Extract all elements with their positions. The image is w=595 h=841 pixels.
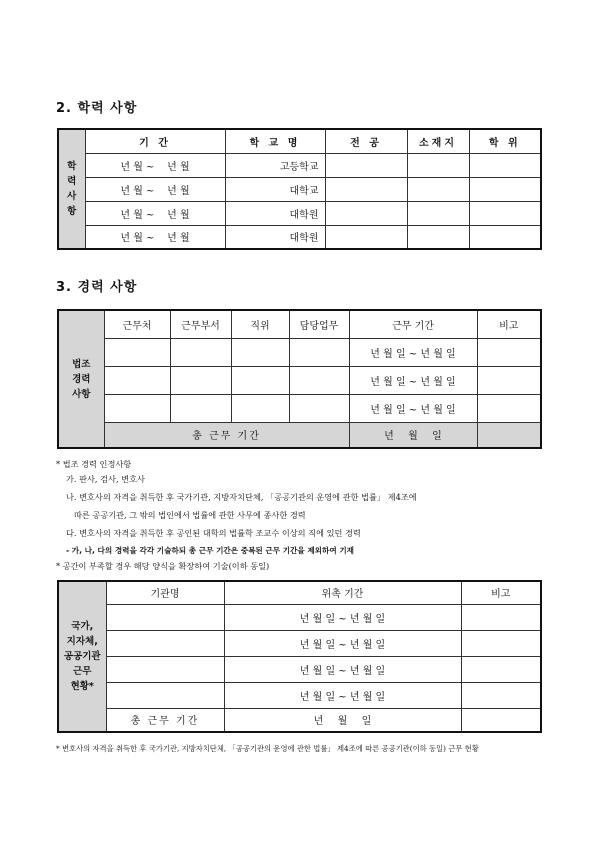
remarks-cell[interactable] (461, 630, 541, 656)
school-cell[interactable]: 대학원 (225, 225, 325, 249)
remarks-cell[interactable] (477, 394, 541, 422)
header-commission-period: 위촉 기간 (224, 581, 461, 604)
career-section-title: 3. 경력 사항 (56, 280, 138, 295)
total-period-value[interactable]: 년 월 일 (349, 422, 477, 448)
education-side-label: 학 력 사 항 (58, 129, 85, 249)
school-cell[interactable]: 대학원 (225, 201, 325, 225)
period-cell[interactable]: 년 월 일 ~ 년 월 일 (349, 338, 477, 366)
career-table (57, 309, 542, 449)
education-section-title: 2. 학력 사항 (56, 101, 138, 116)
workplace-cell[interactable] (104, 338, 170, 366)
period-cell[interactable]: 년 월 ~ 년 월 (85, 177, 225, 201)
career-side-label: 법조 경력 사항 (58, 310, 104, 448)
period-cell[interactable]: 년 월 일 ~ 년 월 일 (224, 682, 461, 708)
note-line: * 법조 경력 인정사항 (56, 459, 132, 469)
department-cell[interactable] (170, 394, 231, 422)
table-row (58, 630, 541, 656)
header-school: 학 교 명 (225, 129, 325, 153)
table-row (58, 656, 541, 682)
header-period: 기 간 (85, 129, 225, 153)
public-institution-table (57, 580, 542, 733)
header-remarks: 비고 (461, 581, 541, 604)
degree-cell[interactable] (469, 153, 541, 177)
major-cell[interactable] (325, 201, 407, 225)
note-line: 따른 공공기관, 그 밖의 법인에서 법률에 관한 사무에 종사한 경력 (74, 510, 306, 520)
education-table (57, 128, 542, 250)
total-period-value[interactable]: 년 월 일 (224, 708, 461, 732)
remarks-cell[interactable] (461, 604, 541, 630)
location-cell[interactable] (407, 225, 469, 249)
header-degree: 학 위 (469, 129, 541, 153)
position-cell[interactable] (231, 394, 289, 422)
table-row (58, 604, 541, 630)
degree-cell[interactable] (469, 201, 541, 225)
remarks-cell[interactable] (477, 338, 541, 366)
note-emphasis: - 가, 나, 다의 경력을 각각 기술하되 총 근무 기간은 중복된 근무 기간을 제외하여 기재 (66, 546, 355, 555)
position-cell[interactable] (231, 366, 289, 394)
header-location: 소재지 (407, 129, 469, 153)
table-row (58, 338, 541, 366)
location-cell[interactable] (407, 177, 469, 201)
note-line: * 공간이 부족할 경우 해당 양식을 확장하여 기술(이하 동일) (56, 561, 270, 571)
institution-cell[interactable] (106, 604, 224, 630)
table-row (58, 366, 541, 394)
header-major: 전 공 (325, 129, 407, 153)
period-cell[interactable]: 년 월 ~ 년 월 (85, 153, 225, 177)
header-workplace: 근무처 (104, 310, 170, 338)
period-cell[interactable]: 년 월 일 ~ 년 월 일 (224, 656, 461, 682)
duties-cell[interactable] (289, 338, 349, 366)
header-institution: 기관명 (106, 581, 224, 604)
note-line: 다. 변호사의 자격을 취득한 후 공인된 대학의 법률학 조교수 이상의 직에 있던 경력 (66, 528, 361, 538)
public-side-label: 국가, 지자체, 공공기관 근무 현황* (58, 581, 106, 732)
period-cell[interactable]: 년 월 일 ~ 년 월 일 (349, 366, 477, 394)
period-cell[interactable]: 년 월 일 ~ 년 월 일 (224, 604, 461, 630)
total-period-label: 총 근무 기간 (104, 422, 349, 448)
header-remarks: 비고 (477, 310, 541, 338)
table-row (58, 225, 541, 249)
school-cell[interactable]: 고등학교 (225, 153, 325, 177)
table-row (58, 153, 541, 177)
period-cell[interactable]: 년 월 일 ~ 년 월 일 (349, 394, 477, 422)
remarks-cell[interactable] (477, 366, 541, 394)
header-position: 직위 (231, 310, 289, 338)
location-cell[interactable] (407, 153, 469, 177)
institution-cell[interactable] (106, 630, 224, 656)
table-row (58, 201, 541, 225)
institution-cell[interactable] (106, 682, 224, 708)
total-remarks-cell (477, 422, 541, 448)
school-cell[interactable]: 대학교 (225, 177, 325, 201)
major-cell[interactable] (325, 225, 407, 249)
duties-cell[interactable] (289, 366, 349, 394)
period-cell[interactable]: 년 월 ~ 년 월 (85, 201, 225, 225)
major-cell[interactable] (325, 177, 407, 201)
header-work-period: 근무 기간 (349, 310, 477, 338)
institution-cell[interactable] (106, 656, 224, 682)
duties-cell[interactable] (289, 394, 349, 422)
public-footnote: * 변호사의 자격을 취득한 후 국가기관, 지방자치단체, 「공공기관의 운영에 관한 법률」 제4조에 따른 공공기관(이하 동일) 근무 현황 (56, 744, 479, 753)
total-remarks-cell (461, 708, 541, 732)
period-cell[interactable]: 년 월 ~ 년 월 (85, 225, 225, 249)
position-cell[interactable] (231, 338, 289, 366)
degree-cell[interactable] (469, 225, 541, 249)
header-duties: 담당업무 (289, 310, 349, 338)
workplace-cell[interactable] (104, 394, 170, 422)
workplace-cell[interactable] (104, 366, 170, 394)
remarks-cell[interactable] (461, 682, 541, 708)
table-row (58, 177, 541, 201)
period-cell[interactable]: 년 월 일 ~ 년 월 일 (224, 630, 461, 656)
major-cell[interactable] (325, 153, 407, 177)
location-cell[interactable] (407, 201, 469, 225)
remarks-cell[interactable] (461, 656, 541, 682)
degree-cell[interactable] (469, 177, 541, 201)
table-row (58, 394, 541, 422)
department-cell[interactable] (170, 366, 231, 394)
department-cell[interactable] (170, 338, 231, 366)
note-line: 가. 판사, 검사, 변호사 (66, 474, 145, 484)
note-line: 나. 변호사의 자격을 취득한 후 국가기관, 지방자치단체, 「공공기관의 운영에 관한 법률」 제4조에 (66, 492, 417, 502)
table-row (58, 682, 541, 708)
header-department: 근무부서 (170, 310, 231, 338)
total-period-label: 총 근무 기간 (106, 708, 224, 732)
